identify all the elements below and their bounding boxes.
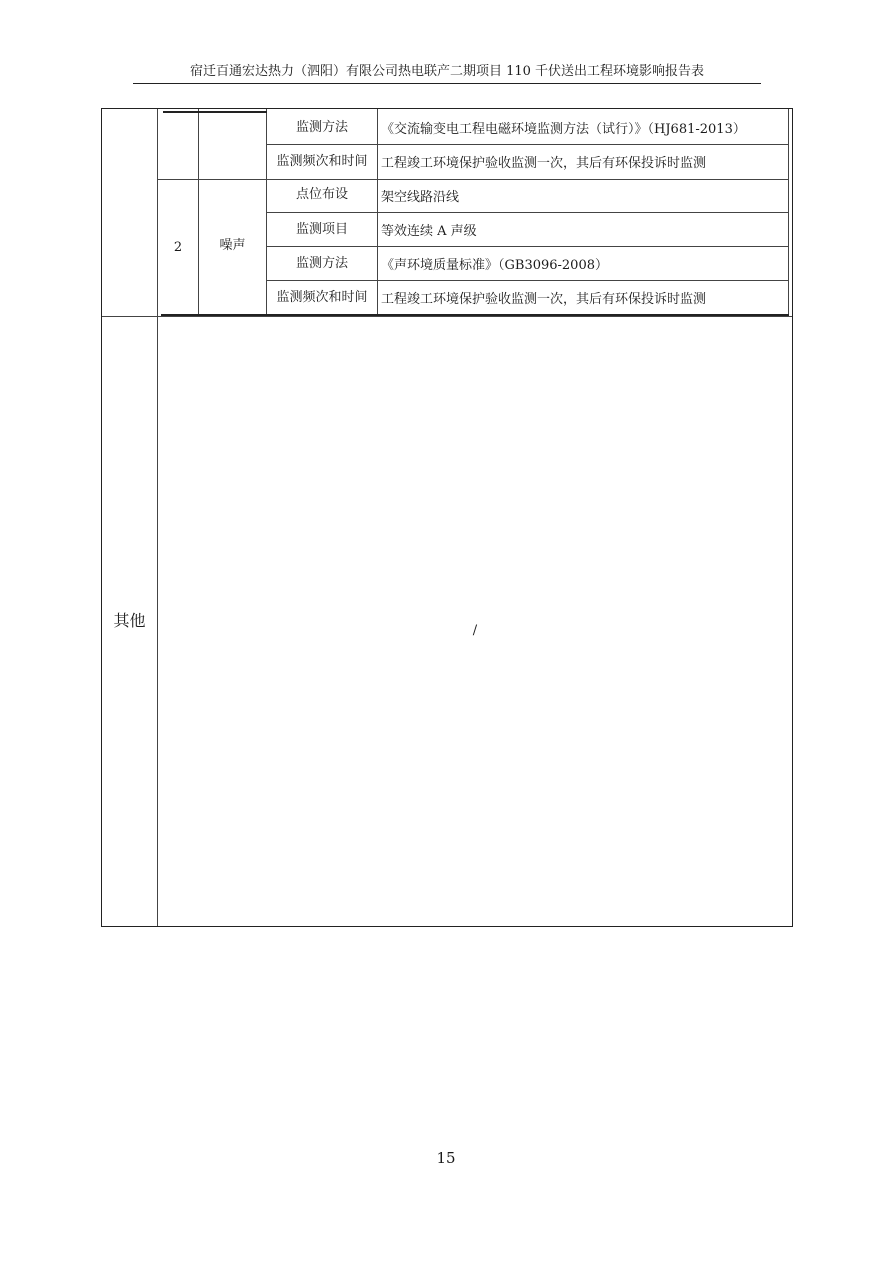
table-divider	[198, 109, 199, 316]
item-number: 2	[173, 240, 183, 255]
row-label: 监测频次和时间	[276, 154, 368, 169]
row-value: 架空线路沿线	[381, 190, 460, 205]
table-divider	[102, 316, 792, 317]
table-divider	[157, 109, 158, 926]
other-label: 其他	[113, 611, 146, 630]
page-number: 15	[436, 1149, 456, 1167]
table-divider	[157, 179, 788, 180]
row-label: 监测项目	[295, 222, 348, 237]
row-label: 点位布设	[295, 187, 348, 202]
table-divider	[266, 280, 788, 281]
row-value: 工程竣工环境保护验收监测一次，其后有环保投诉时监测	[381, 292, 707, 307]
monitoring-factor: 噪声	[219, 238, 246, 253]
table-divider	[788, 109, 789, 316]
row-label: 监测频次和时间	[276, 290, 368, 305]
table-divider	[163, 111, 267, 113]
row-value: 等效连续 A 声级	[381, 224, 477, 239]
row-value: 《交流输变电工程电磁环境监测方法（试行）》（HJ681-2013）	[381, 122, 746, 137]
row-label: 监测方法	[295, 256, 348, 271]
row-value: 《声环境质量标准》（GB3096-2008）	[381, 258, 608, 273]
table-divider	[266, 144, 788, 145]
page-header: 宿迁百通宏达热力（泗阳）有限公司热电联产二期项目 110 千伏送出工程环境影响报告表	[133, 62, 761, 84]
monitoring-table	[101, 108, 793, 927]
row-value: 工程竣工环境保护验收监测一次，其后有环保投诉时监测	[381, 156, 707, 171]
table-divider	[266, 212, 788, 213]
row-label: 监测方法	[295, 120, 348, 135]
other-content: /	[472, 623, 478, 638]
table-divider	[266, 246, 788, 247]
